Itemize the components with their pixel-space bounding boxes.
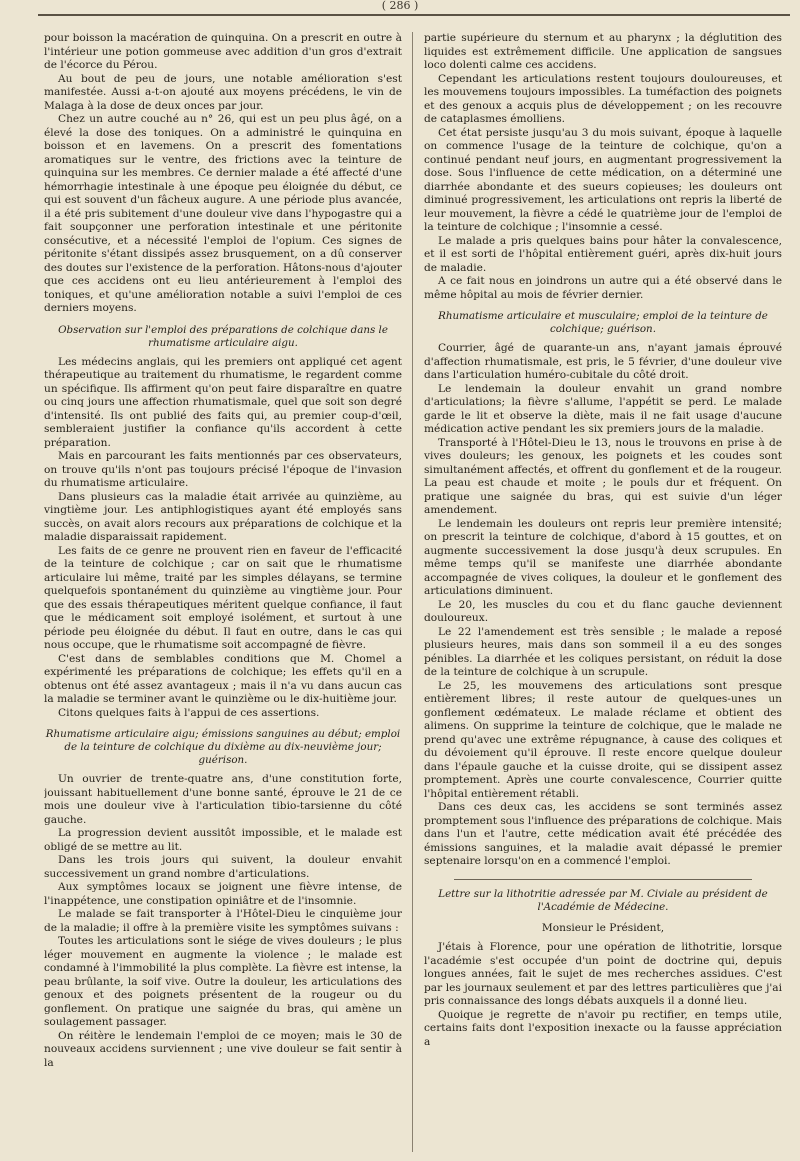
paragraph: Cependant les articulations restent toujours douloureuses, et les mouvemens toujours impossibles. La tuméfaction des poignets et des genoux a acquis plus de développement ; on les recouvre de cataplasmes émolliens.	[424, 72, 782, 125]
section-heading: Lettre sur la lithotritie adressée par M. Civiale au président de l'Académie de Médecine.	[438, 887, 768, 913]
paragraph: Cet état persiste jusqu'au 3 du mois suivant, époque à laquelle on commence l'usage de la teinture de colchique, qu'on a continué pendant neuf jours, en augmentant progressivement la dose. Sous l'influence de cette médication, on a déterminé une diarrhée abondante et des sueurs copieuses; les douleurs ont diminué progressivement, les articulations ont repris la liberté de leur mouvement, la fièvre a cédé le quatrième jour de l'emploi de la teinture de colchique ; l'insomnie a cessé.	[424, 126, 782, 233]
paragraph: Le malade se fait transporter à l'Hôtel-Dieu le cinquième jour de la maladie; il offre à la première visite les symptômes suivans :	[44, 908, 402, 934]
paragraph: Dans plusieurs cas la maladie était arrivée au quinzième, au vingtième jour. Les antiphlogistiques ayant été employés sans succès, on avait alors recours aux préparations de colchique et la maladie disparaissait rapidement.	[44, 490, 402, 543]
section-heading: Rhumatisme articulaire aigu; émissions sanguines au début; emploi de la teinture de colchique du dixième au dix-neuvième jour; guérison.	[45, 728, 401, 766]
paragraph: Citons quelques faits à l'appui de ces assertions.	[58, 706, 320, 719]
paragraph: Dans les trois jours qui suivent, la douleur envahit successivement un grand nombre d'articulations.	[44, 854, 402, 880]
paragraph: Le lendemain les douleurs ont repris leur première intensité; on prescrit la teinture de colchique, d'abord à 15 gouttes, et on augmente successivement la dose jusqu'à deux scrupules. En même temps qu'il se manifeste une diarrhée abondante accompagnée de vives coliques, la douleur et le gonflement des articulations diminuent.	[424, 517, 782, 597]
column-divider	[412, 32, 413, 1152]
paragraph: Le 20, les muscles du cou et du flanc gauche deviennent douloureux.	[424, 598, 782, 624]
paragraph: Transporté à l'Hôtel-Dieu le 13, nous le trouvons en prise à de vives douleurs; les genoux, les poignets et les coudes sont simultanément affectés, et offrent du gonflement et de la rougeur. La peau est chaude et moite ; le pouls dur et fréquent. On pratique une saignée du bras, qui est suivie d'un léger amendement.	[424, 436, 782, 516]
paragraph: J'étais à Florence, pour une opération de lithotritie, lorsque l'académie s'est occupée d'un point de doctrine qui, depuis longues années, fait le sujet de mes recherches assidues. C'est par les journaux seulement et par des lettres particulières que j'ai pris connaissance des longs débats auxquels il a donné lieu.	[424, 941, 782, 1007]
paragraph: Le 25, les mouvemens des articulations sont presque entièrement libres; il reste autour de quelques-unes un gonflement œdémateux. Le malade réclame et obtient des alimens. On supprime la teinture de colchique, que le malade ne prend qu'avec une extrême répugnance, à cause des coliques et du dévoiement qu'il éprouve. Il reste encore quelque douleur dans l'épaule gauche et la cuisse droite, qui se dissipent assez promptement. Après une courte convalescence, Courrier quitte l'hôpital entièrement rétabli.	[424, 679, 782, 800]
paragraph: Le malade a pris quelques bains pour hâter la convalescence, et il est sorti de l'hôpital entièrement guéri, après dix-huit jours de maladie.	[424, 234, 782, 274]
paragraph: Le lendemain la douleur envahit un grand nombre d'articulations; la fièvre s'allume, l'appétit se perd. Le malade garde le lit et observe la diète, mais il ne fait usage d'aucune médication active pendant les six premiers jours de la maladie.	[424, 382, 782, 435]
paragraph: A ce fait nous en joindrons un autre qui a été observé dans le même hôpital au mois de février dernier.	[424, 275, 782, 301]
paragraph: Toutes les articulations sont le siége de vives douleurs ; le plus léger mouvement en augmente la violence ; le malade est condamné à l'immobilité la plus complète. La fièvre est intense, la peau brûlante, la soif vive. Outre la douleur, les articulations des genoux et des poignets présentent de la rougeur ou du gonflement. On pratique une saignée du bras, qui amène un soulagement passager.	[44, 935, 402, 1028]
header-rule	[38, 14, 790, 16]
paragraph: On réitère le lendemain l'emploi de ce moyen; mais le 30 de nouveaux accidens surviennent ; une vive douleur se fait sentir à la	[44, 1029, 402, 1069]
paragraph: partie supérieure du sternum et au pharynx ; la déglutition des liquides est extrêmement difficile. Une application de sangsues loco dolenti calme ces accidens.	[424, 32, 782, 71]
left-column	[44, 32, 402, 1154]
paragraph: Le 22 l'amendement est très sensible ; le malade a reposé plusieurs heures, mais dans son sommeil il a eu des songes pénibles. La diarrhée et les coliques persistant, on réduit la dose de la teinture de colchique à un scrupule.	[424, 625, 782, 678]
right-column	[424, 32, 782, 1154]
paragraph: La progression devient aussitôt impossible, et le malade est obligé de se mettre au lit.	[44, 827, 402, 853]
paragraph: Dans ces deux cas, les accidens se sont terminés assez promptement sous l'influence des préparations de colchique. Mais dans l'un et l'autre, cette médication avait été précédée des émissions sanguines, et la maladie avait dépassé le premier septenaire lorsqu'on en a commencé l'emploi.	[424, 801, 782, 867]
paragraph: Chez un autre couché au n° 26, qui est un peu plus âgé, on a élevé la dose des toniques. On a administré le quinquina en boisson et en lavemens. On a prescrit des fomentations aromatiques sur le ventre, des frictions avec la teinture de quinquina sur les membres. Ce dernier malade a été affecté d'une hémorrhagie intestinale à une époque peu éloignée du début, ce qui est souvent d'un fâcheux augure. A une période plus avancée, il a été pris subitement d'une douleur vive dans l'hypogastre qui a fait soupçonner une perforation intestinale et une péritonite consécutive, et a nécessité l'emploi de l'opium. Ces signes de péritonite s'étant dissipés assez brusquement, on a dû conserver des doutes sur l'existence de la perforation. Hâtons-nous d'ajouter que ces accidens ont eu lieu antérieurement à l'emploi des toniques, et qu'une amélioration notable a suivi l'emploi de ces derniers moyens.	[44, 113, 402, 314]
paragraph: Les faits de ce genre ne prouvent rien en faveur de l'efficacité de la teinture de colchique ; car on sait que le rhumatisme articulaire lui même, traité par les simples délayans, se termine quelquefois spontanément du quinzième au vingtième jour. Pour que des essais thérapeutiques méritent quelque confiance, il faut que le médicament soit employé isolément, et surtout à une période peu éloignée du début. Il faut en outre, dans le cas qui nous occupe, que le rhumatisme soit accompagné de fièvre.	[44, 544, 402, 651]
paragraph: Aux symptômes locaux se joignent une fièvre intense, de l'inappétence, une constipation opiniâtre et de l'insomnie.	[44, 881, 402, 907]
paragraph: Au bout de peu de jours, une notable amélioration s'est manifestée. Aussi a-t-on ajouté aux moyens précédens, le vin de Malaga à la dose de deux onces par jour.	[44, 72, 402, 112]
paragraph: Mais en parcourant les faits mentionnés par ces observateurs, on trouve qu'ils n'ont pas toujours précisé l'époque de l'invasion du rhumatisme articulaire.	[44, 450, 402, 489]
paragraph: Quoique je regrette de n'avoir pu rectifier, en temps utile, certains faits dont l'exposition inexacte ou la fausse appréciation a	[424, 1008, 782, 1048]
section-heading: Observation sur l'emploi des préparations de colchique dans le rhumatisme articulaire aigu.	[58, 323, 388, 349]
page-number: ( 286 )	[381, 0, 419, 12]
paragraph: C'est dans de semblables conditions que M. Chomel a expérimenté les préparations de colchique; les effets qu'il en a obtenus ont été assez avantageux ; mais il n'a vu dans aucun cas la maladie se terminer avant le quinzième ou le dix-huitième jour.	[44, 652, 402, 705]
paragraph: Les médecins anglais, qui les premiers ont appliqué cet agent thérapeutique au traitement du rhumatisme, le regardent comme un spécifique. Ils affirment qu'on peut faire disparaître en quatre ou cinq jours une affection rhumatismale, quel que soit son degré d'intensité. Ils ont publié des faits qui, au premier coup-d'œil, sembleraient justifier la confiance qu'ils accordent à cette préparation.	[44, 355, 402, 449]
section-heading: Rhumatisme articulaire et musculaire; emploi de la teinture de colchique; guérison.	[438, 310, 768, 335]
paragraph: Un ouvrier de trente-quatre ans, d'une constitution forte, jouissant habituellement d'une bonne santé, éprouve le 21 de ce mois une douleur vive à l'articulation tibio-tarsienne du côté gauche.	[44, 773, 402, 826]
letter-salutation: Monsieur le Président,	[541, 921, 665, 934]
section-rule	[454, 879, 752, 880]
paragraph: pour boisson la macération de quinquina. On a prescrit en outre à l'intérieur une potion gommeuse avec addition d'un gros d'extrait de l'écorce du Pérou.	[44, 32, 402, 71]
paragraph: Courrier, âgé de quarante-un ans, n'ayant jamais éprouvé d'affection rhumatismale, est pris, le 5 février, d'une douleur vive dans l'articulation huméro-cubitale du côté droit.	[424, 342, 782, 381]
